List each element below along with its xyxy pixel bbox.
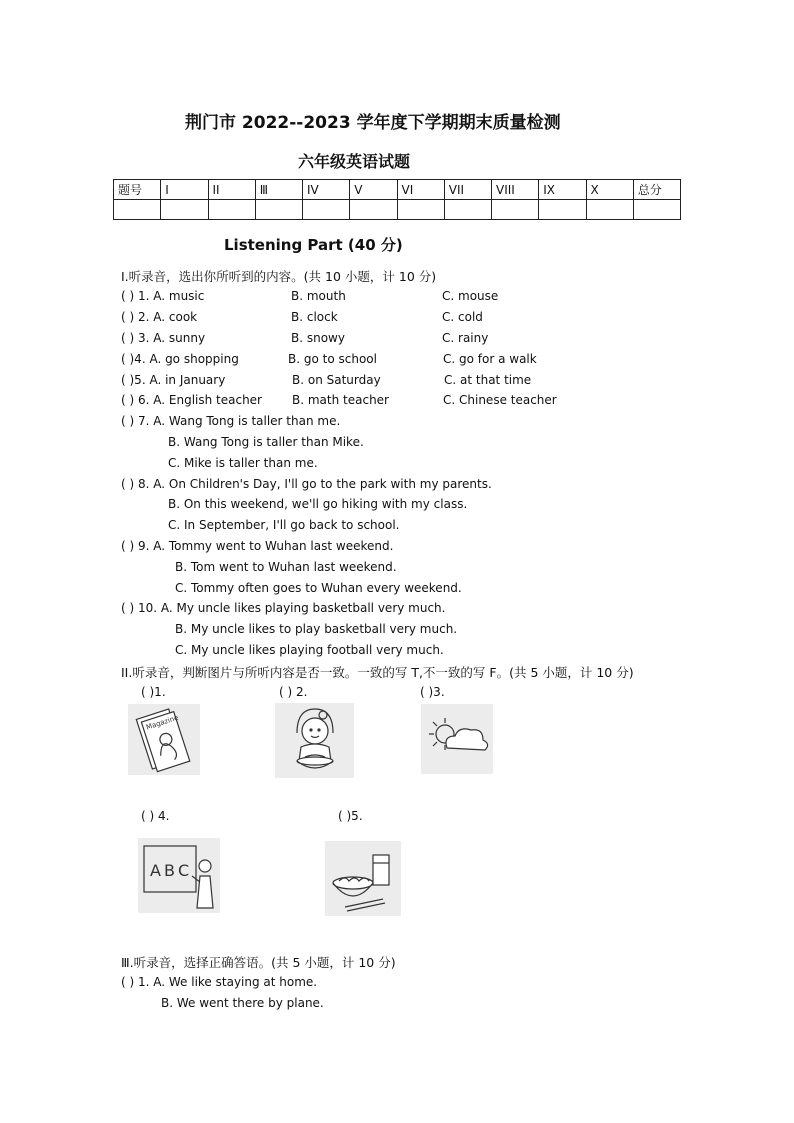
svg-text:C: C	[178, 861, 190, 880]
question-stem: ( ) 10. A. My uncle likes playing basketball very much.	[121, 601, 446, 615]
score-cell[interactable]	[444, 200, 491, 220]
option-b: B. Wang Tong is taller than Mike.	[168, 435, 364, 449]
score-cell[interactable]	[492, 200, 539, 220]
svg-text:B: B	[164, 861, 175, 880]
answer-blank-1[interactable]: ( )1.	[141, 685, 166, 699]
option-b: B. We went there by plane.	[161, 996, 324, 1010]
option-c: C. mouse	[442, 289, 499, 303]
exam-title: 荆门市 2022--2023 学年度下学期期末质量检测	[185, 113, 561, 133]
answer-blank-2[interactable]: ( ) 2.	[279, 685, 308, 699]
answer-blank-4[interactable]: ( ) 4.	[141, 809, 170, 823]
score-cell[interactable]	[633, 200, 680, 220]
option-b: B. On this weekend, we'll go hiking with my class.	[168, 497, 468, 511]
question-stem: ( )5. A. in January	[121, 373, 226, 387]
score-header-cell: V	[350, 180, 397, 200]
score-header-cell: X	[586, 180, 633, 200]
score-table-header-row	[114, 180, 681, 200]
question-stem: ( ) 9. A. Tommy went to Wuhan last weekend.	[121, 539, 394, 553]
option-b: B. clock	[291, 310, 338, 324]
score-header-cell: IX	[539, 180, 586, 200]
option-c: C. go for a walk	[443, 352, 537, 366]
score-cell[interactable]	[539, 200, 586, 220]
score-header-cell: I	[161, 180, 208, 200]
section2-heading: II.听录音，判断图片与所听内容是否一致。一致的写 T,不一致的写 F。(共 5 小题，计 10 分)	[121, 665, 634, 680]
option-c: C. Mike is taller than me.	[168, 456, 318, 470]
score-header-cell: II	[208, 180, 255, 200]
answer-blank-3[interactable]: ( )3.	[420, 685, 445, 699]
option-c: C. cold	[442, 310, 483, 324]
score-table	[113, 179, 681, 220]
score-header-cell: IV	[303, 180, 350, 200]
answer-blank-5[interactable]: ( )5.	[338, 809, 363, 823]
noodles-drink-picture	[325, 841, 401, 916]
option-b: B. My uncle likes to play basketball very much.	[175, 622, 458, 636]
question-stem: ( )4. A. go shopping	[121, 352, 239, 366]
girl-cooking-picture	[275, 703, 354, 778]
section3-heading: Ⅲ.听录音，选择正确答语。(共 5 小题，计 10 分)	[121, 955, 396, 970]
svg-text:A: A	[150, 861, 161, 880]
score-cell[interactable]	[114, 200, 161, 220]
option-b: B. mouth	[291, 289, 346, 303]
question-stem: ( ) 2. A. cook	[121, 310, 198, 324]
question-stem: ( ) 1. A. music	[121, 289, 205, 303]
svg-text:Magazine: Magazine	[145, 713, 180, 732]
score-header-cell: 总分	[633, 180, 680, 200]
teacher-abc-picture	[138, 838, 220, 913]
option-c: C. at that time	[444, 373, 532, 387]
option-b: B. on Saturday	[292, 373, 381, 387]
score-cell[interactable]	[208, 200, 255, 220]
question-stem: ( ) 8. A. On Children's Day, I'll go to the park with my parents.	[121, 477, 492, 491]
question-stem: ( ) 7. A. Wang Tong is taller than me.	[121, 414, 341, 428]
option-c: C. My uncle likes playing football very much.	[175, 643, 444, 657]
score-cell[interactable]	[586, 200, 633, 220]
option-c: C. Chinese teacher	[443, 393, 557, 407]
option-c: C. rainy	[442, 331, 489, 345]
sun-cloud-picture	[421, 704, 493, 774]
score-header-cell: VII	[444, 180, 491, 200]
section1-heading: I.听录音，选出你所听到的内容。(共 10 小题，计 10 分)	[121, 269, 437, 284]
option-b: B. math teacher	[292, 393, 389, 407]
score-header-cell: Ⅲ	[255, 180, 302, 200]
question-stem: ( ) 1. A. We like staying at home.	[121, 975, 318, 989]
score-cell[interactable]	[303, 200, 350, 220]
question-stem: ( ) 3. A. sunny	[121, 331, 206, 345]
score-cell[interactable]	[397, 200, 444, 220]
score-header-cell: VIII	[492, 180, 539, 200]
option-c: C. In September, I'll go back to school.	[168, 518, 400, 532]
option-c: C. Tommy often goes to Wuhan every weekend.	[175, 581, 462, 595]
score-cell[interactable]	[255, 200, 302, 220]
score-table-blank-row	[114, 200, 681, 220]
score-cell[interactable]	[350, 200, 397, 220]
option-b: B. Tom went to Wuhan last weekend.	[175, 560, 397, 574]
exam-subtitle: 六年级英语试题	[298, 152, 411, 171]
option-b: B. go to school	[288, 352, 377, 366]
option-b: B. snowy	[291, 331, 345, 345]
score-cell[interactable]	[161, 200, 208, 220]
score-header-cell: 题号	[114, 180, 161, 200]
question-stem: ( ) 6. A. English teacher	[121, 393, 262, 407]
listening-part-heading: Listening Part (40 分)	[224, 236, 403, 254]
score-header-cell: VI	[397, 180, 444, 200]
magazine-picture	[128, 704, 200, 775]
